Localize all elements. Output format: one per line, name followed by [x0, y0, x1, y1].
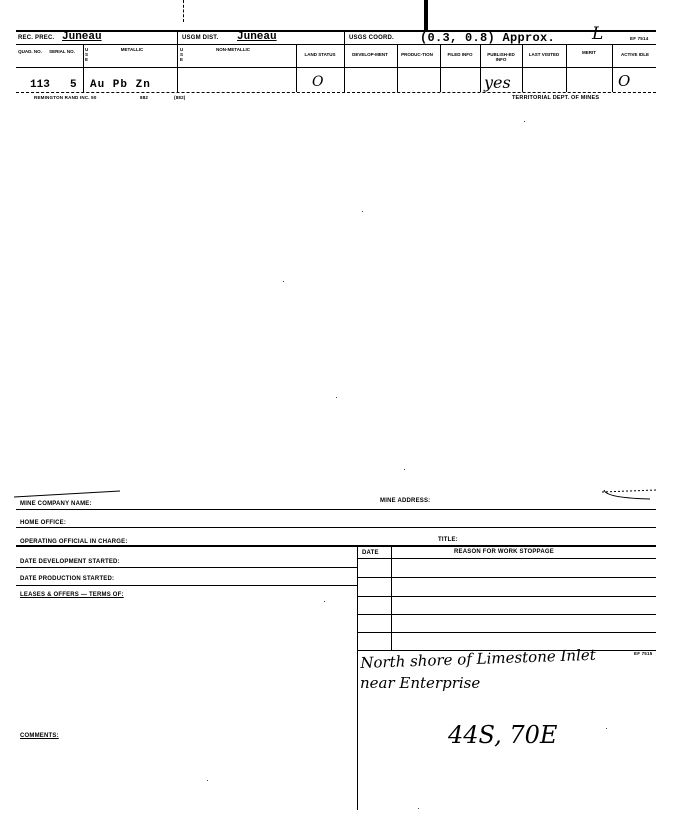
col-filed-info: FILED INFO [447, 52, 473, 57]
table-row-rule-3 [357, 614, 656, 615]
col-div-dev [344, 44, 345, 92]
table-date-divider [391, 545, 392, 651]
header-bottom-rule [16, 44, 656, 45]
col-div-filed [440, 44, 441, 92]
row-metallic: Au Pb Zn [90, 79, 151, 91]
col-production: PRODUC-TION [401, 52, 433, 57]
scan-speck [207, 780, 208, 781]
col-land-status: LAND STATUS [304, 52, 336, 57]
col-div-active [612, 44, 613, 92]
footer-code2: (882) [174, 95, 186, 100]
col-published-info: PUBLISH-ED INFO [487, 52, 515, 62]
scan-speck [283, 281, 284, 282]
col-merit: MERIT [582, 50, 596, 55]
scan-speck [324, 601, 325, 602]
top-bar-mark [424, 0, 428, 30]
top-form-number: EF 7514 [630, 36, 649, 41]
usgm-dist-value: Juneau [237, 31, 277, 43]
col-div-merit [566, 44, 567, 92]
comments-label: COMMENTS: [20, 733, 59, 739]
col-div-nonmetal [177, 44, 178, 92]
scan-speck [606, 728, 607, 729]
location-note-line1: North shore of Limestone Inlet [360, 645, 597, 672]
usgm-dist-label: USGM DIST. [182, 35, 219, 41]
reason-header: REASON FOR WORK STOPPAGE [454, 549, 554, 555]
footer-left: REMINGTON RAND INC. 50 [34, 95, 97, 100]
row-quad: 113 [30, 79, 50, 91]
col-metallic: METALLIC [120, 47, 144, 52]
usgs-coord-value: (0.3, 0.8) Approx. [420, 31, 556, 45]
bottom-form-number: EF 7515 [634, 651, 653, 656]
home-office-label: HOME OFFICE: [20, 520, 67, 526]
table-row-rule-2 [357, 596, 656, 597]
card-top-edge [0, 478, 678, 508]
title-label: TITLE: [438, 537, 458, 543]
table-header-rule [357, 558, 656, 559]
table-row-rule-4 [357, 632, 656, 633]
top-right-mark: L [592, 24, 604, 44]
scan-speck [362, 211, 363, 212]
rec-prec-label: REC. PREC. [18, 35, 55, 41]
date-header: DATE [362, 550, 379, 556]
leases-label: LEASES & OFFERS — TERMS OF: [20, 592, 124, 598]
date-development-label: DATE DEVELOPMENT STARTED: [20, 559, 120, 565]
scan-speck [418, 808, 419, 809]
scan-speck [404, 469, 405, 470]
footer-code1: 882 [140, 95, 149, 100]
table-left-border [357, 545, 358, 810]
col-last-visited: LAST VISITED [528, 52, 560, 57]
col-div-use-m [83, 44, 84, 92]
row-serial: 5 [70, 79, 77, 91]
col-div-last [522, 44, 523, 92]
rule-date-dev [16, 567, 357, 568]
footer-right: TERRITORIAL DEPT. OF MINES [512, 95, 600, 101]
rule-home-office [16, 527, 656, 528]
header-div-1 [177, 30, 178, 44]
col-active-idle: ACTIVE IDLE [620, 52, 649, 57]
row-active-idle: O [618, 72, 631, 90]
rule-operating [16, 545, 656, 547]
mine-company-label: MINE COMPANY NAME: [20, 501, 92, 507]
date-production-label: DATE PRODUCTION STARTED: [20, 576, 115, 582]
row-bottom-rule [16, 92, 656, 93]
location-note-line2: near Enterprise [360, 674, 481, 692]
rule-date-prod [16, 585, 357, 586]
mine-address-label: MINE ADDRESS: [380, 498, 431, 504]
scan-speck [524, 121, 525, 122]
top-tick-left [183, 0, 184, 22]
scan-speck [336, 397, 337, 398]
colhead-bottom-rule [16, 67, 656, 68]
coord-note: 44S, 70E [448, 721, 558, 749]
col-nonmetallic: NON-METALLIC [216, 47, 250, 52]
col-div-pub [480, 44, 481, 92]
col-development: DEVELOP-MENT [352, 52, 388, 57]
rule-company [16, 509, 656, 510]
rec-prec-value: Juneau [62, 31, 102, 43]
col-serial: SERIAL NO. [49, 49, 75, 54]
row-land-status: O [312, 74, 324, 90]
header-div-2 [344, 30, 345, 44]
col-quad: QUAD. NO. [18, 49, 42, 54]
col-use-nonmetallic: U S E [180, 47, 184, 62]
operating-official-label: OPERATING OFFICIAL IN CHARGE: [20, 539, 128, 545]
table-row-rule-1 [357, 577, 656, 578]
header-top-rule [16, 30, 656, 32]
col-div-prod [397, 44, 398, 92]
row-published-info: yes [484, 73, 511, 92]
usgs-coord-label: USGS COORD. [349, 35, 394, 41]
col-use-metallic: U S E [85, 47, 89, 62]
col-div-land [296, 44, 297, 92]
